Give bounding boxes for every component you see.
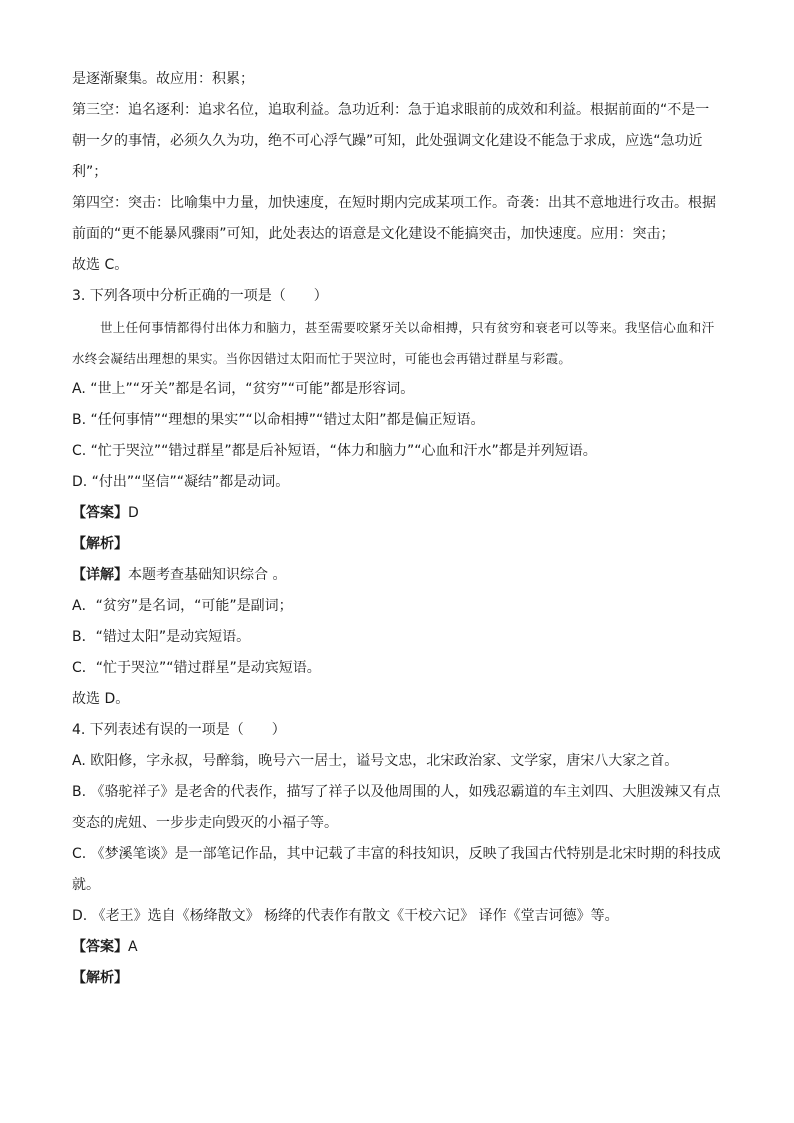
prev-blank3-explanation: 第三空：追名逐利：追求名位，追取利益。急功近利：急于追求眼前的成效和利益。根据前面的“不是一朝一夕的事情，必须久久为功，绝不可心浮气躁”可知，此处强调文化建设不能急于求成，应选“急功近利”； [72,102,710,180]
q3-option-a: A. “世上”“牙关”都是名词，“贫穷”“可能”都是形容词。 [72,381,415,397]
q3-analysis [72,529,722,560]
q3-option-c: C. “忙于哭泣”“错过群星”都是后补短语，“体力和脑力”“心血和汗水”都是并列短语。 [72,443,597,459]
q3-passage: 世上任何事情都得付出体力和脑力，甚至需要咬紧牙关以命相搏，只有贫穷和衰老可以等来。我坚信心血和汗水终会凝结出理想的果实。当你因错过太阳而忙于哭泣时，可能也会再错过群星与彩霞。 [72,320,715,366]
prev-conclusion: 故选 C。 [72,257,129,273]
q4-stem: 4. 下列表述有误的一项是（ ） [72,722,286,738]
q3-stem: 3. 下列各项中分析正确的一项是（ ） [72,288,328,304]
q3-detail-text: 本题考查基础知识综合 。 [128,567,287,583]
q4-option-b: B. 《骆驼祥子》是老舍的代表作，描写了祥子以及他周围的人，如残忍霸道的车主刘四、大胆泼辣又有点变态的虎妞、一步步走向毁灭的小福子等。 [72,784,721,831]
q3-option-d: D. “付出”“坚信”“凝结”都是动词。 [72,474,290,490]
q4-answer [72,932,722,963]
q4-answer-value: A [128,939,138,955]
q3-note-c: C．“忙于哭泣”“错过群星”是动宾短语。 [72,660,321,676]
q3-detail [72,560,722,591]
q3-answer-label: 【答案】 [72,505,128,521]
q4-option-a: A. 欧阳修，字永叔，号醉翁，晚号六一居士，谥号文忠，北宋政治家、文学家，唐宋八大家之首。 [72,753,679,769]
q3-note-a: A．“贫穷”是名词，“可能”是副词； [72,598,293,614]
q3-conclusion: 故选 D。 [72,691,130,707]
q3-note-b: B．“错过太阳”是动宾短语。 [72,629,251,645]
q3-detail-label: 【详解】 [72,567,128,583]
q4-answer-label: 【答案】 [72,939,128,955]
q3-analysis-label: 【解析】 [72,536,128,552]
prev-line: 是逐渐聚集。故应用：积累； [72,71,254,87]
q3-answer [72,498,722,529]
prev-blank4-explanation: 第四空：突击：比喻集中力量，加快速度，在短时期内完成某项工作。奇袭：出其不意地进行攻击。根据前面的“更不能暴风骤雨”可知，此处表达的语意是文化建设不能搞突击，加快速度。应用：突击； [72,195,716,242]
q4-option-c: C. 《梦溪笔谈》是一部笔记作品，其中记载了丰富的科技知识，反映了我国古代特别是北宋时期的科技成就。 [72,846,721,893]
q4-option-d: D. 《老王》选自《杨绛散文》 杨绛的代表作有散文《干校六记》 译作《堂吉诃德》等。 [72,908,619,924]
document-page [72,64,722,994]
q3-answer-value: D [128,505,139,521]
q4-analysis [72,963,722,994]
q3-option-b: B. “任何事情”“理想的果实”“以命相搏”“错过太阳”都是偏正短语。 [72,412,485,428]
q4-analysis-label: 【解析】 [72,970,128,986]
